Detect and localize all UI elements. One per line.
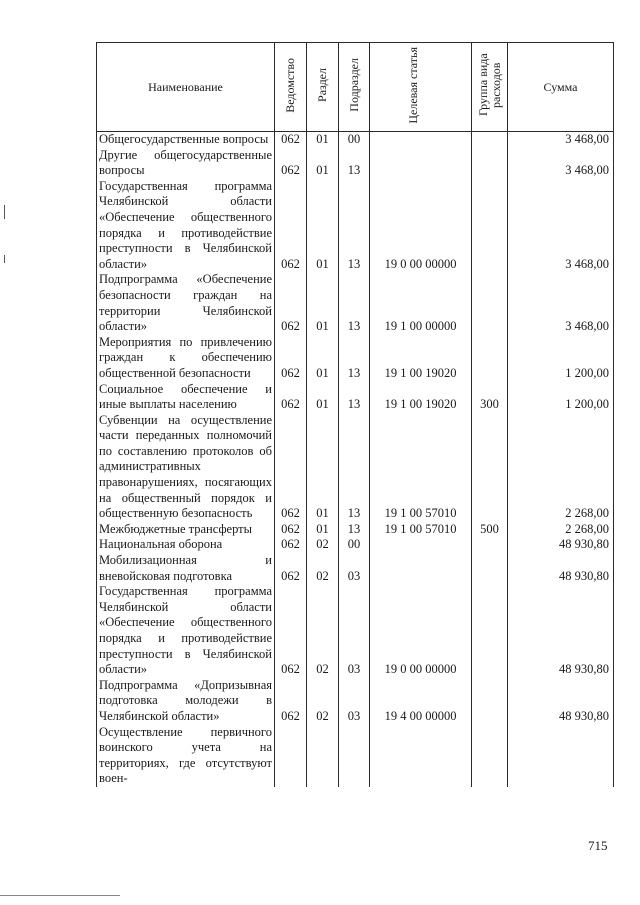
cell-target: 19 4 00 00000 bbox=[370, 678, 472, 725]
cell-sub bbox=[339, 725, 370, 787]
cell-dept: 062 bbox=[275, 335, 307, 382]
cell-sec: 02 bbox=[307, 678, 339, 725]
cell-sum: 48 930,80 bbox=[508, 584, 614, 678]
cell-group bbox=[472, 272, 508, 334]
cell-sub: 13 bbox=[339, 335, 370, 382]
cell-sub: 03 bbox=[339, 678, 370, 725]
cell-sub: 13 bbox=[339, 522, 370, 538]
cell-name: Подпрограмма «Обеспечение безопасности граждан на территории Челябинской области» bbox=[97, 272, 275, 334]
cell-dept: 062 bbox=[275, 132, 307, 148]
page-number: 715 bbox=[588, 838, 608, 853]
cell-target: 19 1 00 00000 bbox=[370, 272, 472, 334]
table-row bbox=[97, 335, 614, 382]
cell-sec: 02 bbox=[307, 584, 339, 678]
table-row bbox=[97, 132, 614, 148]
cell-dept: 062 bbox=[275, 522, 307, 538]
cell-sum: 48 930,80 bbox=[508, 678, 614, 725]
cell-dept: 062 bbox=[275, 553, 307, 584]
table-body bbox=[97, 132, 614, 787]
header-subsection: Подраздел bbox=[339, 43, 370, 132]
cell-sub: 13 bbox=[339, 272, 370, 334]
cell-sum: 1 200,00 bbox=[508, 335, 614, 382]
cell-name: Осуществление первичного воинского учета на территориях, где отсутствуют воен- bbox=[97, 725, 275, 787]
cell-dept: 062 bbox=[275, 179, 307, 273]
cell-name: Другие общегосударственные вопросы bbox=[97, 148, 275, 179]
cell-sub: 13 bbox=[339, 382, 370, 413]
cell-target bbox=[370, 148, 472, 179]
cell-sec bbox=[307, 725, 339, 787]
table-row bbox=[97, 678, 614, 725]
cell-sec: 01 bbox=[307, 179, 339, 273]
header-target: Целевая статья bbox=[370, 43, 472, 132]
cell-target: 19 1 00 19020 bbox=[370, 382, 472, 413]
cell-name: Социальное обеспечение и иные выплаты населению bbox=[97, 382, 275, 413]
header-department: Ведомство bbox=[275, 43, 307, 132]
cell-sec: 01 bbox=[307, 272, 339, 334]
cell-sub: 13 bbox=[339, 179, 370, 273]
table-row bbox=[97, 725, 614, 787]
cell-target: 19 0 00 00000 bbox=[370, 584, 472, 678]
cell-sub: 00 bbox=[339, 132, 370, 148]
cell-target: 19 1 00 19020 bbox=[370, 335, 472, 382]
scan-mark bbox=[4, 205, 5, 219]
cell-sum: 3 468,00 bbox=[508, 272, 614, 334]
cell-group bbox=[472, 335, 508, 382]
cell-sub: 00 bbox=[339, 537, 370, 553]
table-row bbox=[97, 537, 614, 553]
table-row bbox=[97, 584, 614, 678]
footer-rule bbox=[0, 895, 120, 896]
cell-dept: 062 bbox=[275, 537, 307, 553]
cell-name: Государственная программа Челябинской области «Обеспечение общественного порядка и противодействие преступности в Челябинской области» bbox=[97, 584, 275, 678]
table-row bbox=[97, 382, 614, 413]
cell-dept: 062 bbox=[275, 413, 307, 522]
cell-name: Национальная оборона bbox=[97, 537, 275, 553]
cell-group bbox=[472, 678, 508, 725]
cell-sum: 2 268,00 bbox=[508, 413, 614, 522]
cell-group bbox=[472, 537, 508, 553]
cell-group bbox=[472, 725, 508, 787]
header-name: Наименование bbox=[97, 43, 275, 132]
cell-dept bbox=[275, 725, 307, 787]
cell-sum: 48 930,80 bbox=[508, 553, 614, 584]
cell-sum bbox=[508, 725, 614, 787]
scan-mark bbox=[4, 255, 5, 263]
table-header-row bbox=[97, 43, 614, 132]
cell-name: Мобилизационная и вневойсковая подготовка bbox=[97, 553, 275, 584]
cell-group bbox=[472, 132, 508, 148]
cell-sec: 01 bbox=[307, 148, 339, 179]
cell-name: Межбюджетные трансферты bbox=[97, 522, 275, 538]
cell-sum: 48 930,80 bbox=[508, 537, 614, 553]
cell-group: 300 bbox=[472, 382, 508, 413]
cell-dept: 062 bbox=[275, 148, 307, 179]
cell-sub: 13 bbox=[339, 148, 370, 179]
header-sum: Сумма bbox=[508, 43, 614, 132]
cell-dept: 062 bbox=[275, 678, 307, 725]
cell-name: Подпрограмма «Допризывная подготовка молодежи в Челябинской области» bbox=[97, 678, 275, 725]
cell-sum: 3 468,00 bbox=[508, 132, 614, 148]
header-expense-group: Группа вида расходов bbox=[472, 43, 508, 132]
cell-sum: 3 468,00 bbox=[508, 148, 614, 179]
cell-sub: 03 bbox=[339, 553, 370, 584]
cell-dept: 062 bbox=[275, 382, 307, 413]
cell-dept: 062 bbox=[275, 584, 307, 678]
cell-sec: 02 bbox=[307, 537, 339, 553]
table-row bbox=[97, 413, 614, 522]
cell-group bbox=[472, 553, 508, 584]
cell-target: 19 1 00 57010 bbox=[370, 522, 472, 538]
cell-sum: 3 468,00 bbox=[508, 179, 614, 273]
cell-sec: 01 bbox=[307, 132, 339, 148]
budget-table bbox=[96, 42, 614, 787]
cell-sec: 01 bbox=[307, 522, 339, 538]
cell-name: Мероприятия по привлечению граждан к обеспечению общественной безопасности bbox=[97, 335, 275, 382]
cell-sum: 2 268,00 bbox=[508, 522, 614, 538]
cell-target bbox=[370, 537, 472, 553]
cell-target: 19 1 00 57010 bbox=[370, 413, 472, 522]
cell-name: Субвенции на осуществление части переданных полномочий по составлению протоколов об административных правонарушениях, посягающих на общественный порядок и общественную безопасность bbox=[97, 413, 275, 522]
cell-group bbox=[472, 148, 508, 179]
table-row bbox=[97, 179, 614, 273]
cell-sec: 01 bbox=[307, 382, 339, 413]
cell-target bbox=[370, 553, 472, 584]
cell-sum: 1 200,00 bbox=[508, 382, 614, 413]
cell-sub: 03 bbox=[339, 584, 370, 678]
cell-name: Общегосударственные вопросы bbox=[97, 132, 275, 148]
cell-sec: 01 bbox=[307, 335, 339, 382]
cell-target bbox=[370, 725, 472, 787]
table-row bbox=[97, 553, 614, 584]
header-section: Раздел bbox=[307, 43, 339, 132]
table-row bbox=[97, 148, 614, 179]
cell-sec: 01 bbox=[307, 413, 339, 522]
cell-group: 500 bbox=[472, 522, 508, 538]
cell-sec: 02 bbox=[307, 553, 339, 584]
cell-group bbox=[472, 413, 508, 522]
cell-target bbox=[370, 132, 472, 148]
table-row bbox=[97, 272, 614, 334]
cell-group bbox=[472, 179, 508, 273]
cell-dept: 062 bbox=[275, 272, 307, 334]
table-row bbox=[97, 522, 614, 538]
cell-group bbox=[472, 584, 508, 678]
cell-name: Государственная программа Челябинской области «Обеспечение общественного порядка и противодействие преступности в Челябинской области» bbox=[97, 179, 275, 273]
cell-target: 19 0 00 00000 bbox=[370, 179, 472, 273]
cell-sub: 13 bbox=[339, 413, 370, 522]
